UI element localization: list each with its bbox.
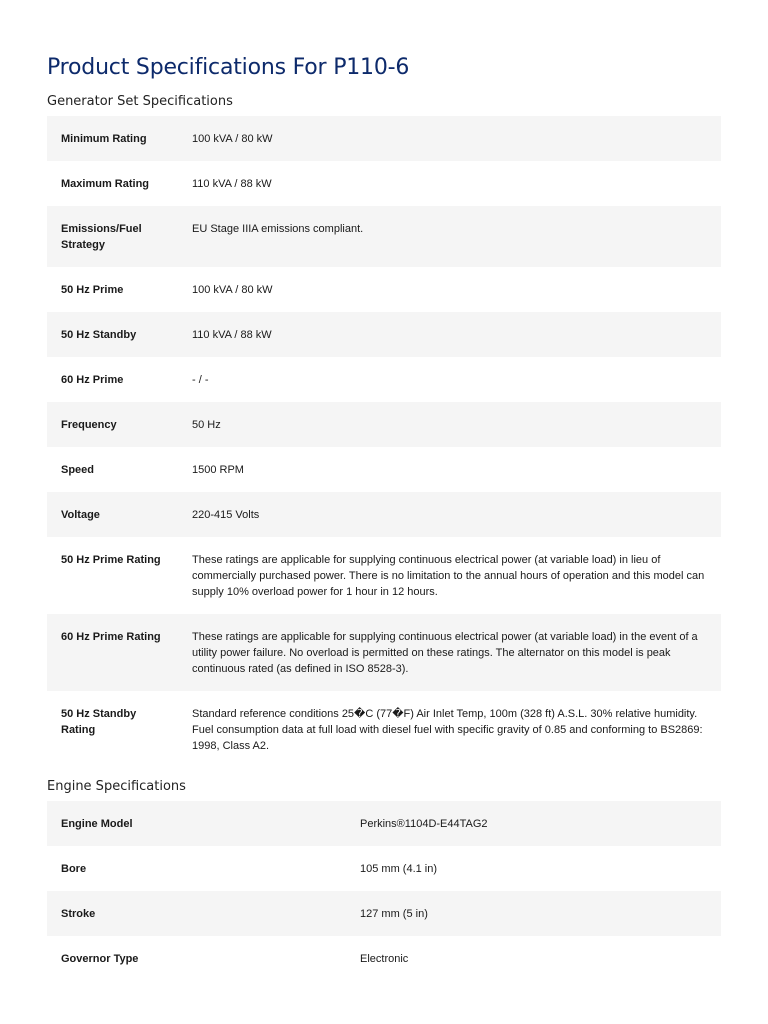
spec-label: 50 Hz Prime Rating [47, 537, 178, 614]
table-row [47, 447, 721, 492]
generator-section-title: Generator Set Specifications [47, 94, 233, 109]
table-row [47, 936, 721, 981]
spec-label: Minimum Rating [47, 116, 178, 161]
table-row [47, 846, 721, 891]
spec-label: Voltage [47, 492, 178, 537]
spec-value: 1500 RPM [178, 447, 721, 492]
spec-label: 50 Hz Standby [47, 312, 178, 357]
table-row [47, 614, 721, 691]
spec-value: 50 Hz [178, 402, 721, 447]
spec-label: Speed [47, 447, 178, 492]
spec-value: These ratings are applicable for supplying continuous electrical power (at variable load) in the event of a utility power failure. No overload is permitted on these ratings. The alternator on this model is peak continuous rated (as defined in ISO 8528-3). [178, 614, 721, 691]
page-title: Product Specifications For P110-6 [47, 55, 410, 80]
engine-spec-table [47, 801, 721, 981]
spec-value: 110 kVA / 88 kW [178, 161, 721, 206]
table-row [47, 492, 721, 537]
spec-label: Bore [47, 846, 346, 891]
spec-label: Governor Type [47, 936, 346, 981]
spec-value: Perkins®1104D-E44TAG2 [346, 801, 721, 846]
table-row [47, 116, 721, 161]
spec-value: Electronic [346, 936, 721, 981]
table-row [47, 801, 721, 846]
table-row [47, 402, 721, 447]
spec-value: EU Stage IIIA emissions compliant. [178, 206, 721, 267]
spec-label: Stroke [47, 891, 346, 936]
spec-value: 110 kVA / 88 kW [178, 312, 721, 357]
table-row [47, 891, 721, 936]
spec-value: 100 kVA / 80 kW [178, 116, 721, 161]
spec-label: 60 Hz Prime [47, 357, 178, 402]
spec-value: These ratings are applicable for supplying continuous electrical power (at variable load) in lieu of commercially purchased power. There is no limitation to the annual hours of operation and this model can supply 10% overload power for 1 hour in 12 hours. [178, 537, 721, 614]
spec-label: 50 Hz Prime [47, 267, 178, 312]
table-row [47, 267, 721, 312]
table-row [47, 206, 721, 267]
table-row [47, 691, 721, 768]
spec-value: - / - [178, 357, 721, 402]
spec-label: 60 Hz Prime Rating [47, 614, 178, 691]
engine-section-title: Engine Specifications [47, 779, 186, 794]
spec-label: Engine Model [47, 801, 346, 846]
table-row [47, 161, 721, 206]
spec-value: 220-415 Volts [178, 492, 721, 537]
spec-value: 105 mm (4.1 in) [346, 846, 721, 891]
spec-label: Maximum Rating [47, 161, 178, 206]
spec-value: 100 kVA / 80 kW [178, 267, 721, 312]
table-row [47, 357, 721, 402]
generator-spec-table [47, 116, 721, 768]
spec-label: 50 Hz Standby Rating [47, 691, 178, 768]
spec-label: Frequency [47, 402, 178, 447]
spec-label: Emissions/Fuel Strategy [47, 206, 178, 267]
spec-value: Standard reference conditions 25�C (77�F) Air Inlet Temp, 100m (328 ft) A.S.L. 30% relative humidity. Fuel consumption data at full load with diesel fuel with specific gravity of 0.85 and conforming to BS2869: 1998, Class A2. [178, 691, 721, 768]
table-row [47, 312, 721, 357]
spec-value: 127 mm (5 in) [346, 891, 721, 936]
table-row [47, 537, 721, 614]
